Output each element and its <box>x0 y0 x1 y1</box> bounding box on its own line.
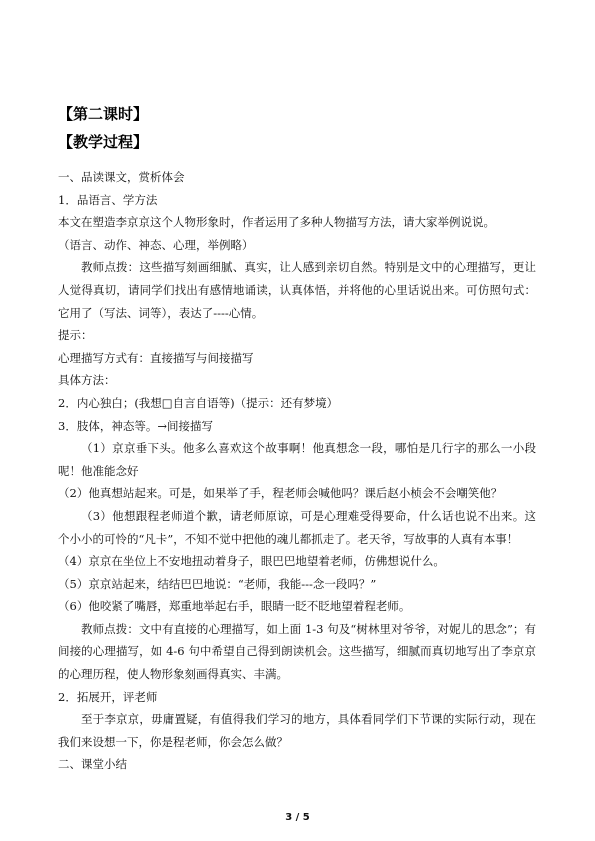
example-3: （3）他想跟程老师道个歉，请老师原谅，可是心理难受得要命，什么话也说不出来。这个小小的可怜的“凡卡”，不知不觉中把他的魂儿都抓走了。老天爷，写故事的人真有本事！ <box>58 508 536 546</box>
paragraph-specific-methods: 具体方法： <box>58 373 116 388</box>
example-1: （1）京京垂下头。他多么喜欢这个故事啊！他真想念一段，哪怕是几行字的那么一小段呢！他准能念好 <box>58 441 536 478</box>
document-body <box>58 166 536 776</box>
paragraph-methods: 心理描写方式有：直接描写与间接描写 <box>58 350 254 365</box>
lesson-heading: 【第二课时】 <box>58 105 149 123</box>
paragraph-examples: （语言、动作、神态、心理，举例略） <box>58 237 254 252</box>
page-number: 3 / 5 <box>285 812 310 823</box>
process-heading: 【教学过程】 <box>58 133 149 151</box>
paragraph-teacher-guidance: 教师点拨：这些描写刻画细腻、真实，让人感到亲切自然。特别是文中的心理描写，更让人觉得真切，请同学们找出有感情地诵读，认真体悟，并将他的心里话说出来。可仿照句式：它用了（写法、词等），表达了----心情。 <box>58 260 536 320</box>
section-title-reading: 一、品读课文，赏析体会 <box>58 170 185 184</box>
example-6: （6）他咬紧了嘴唇，郑重地举起右手，眼睛一眨不眨地望着程老师。 <box>58 599 411 614</box>
subsection-title-extend: 2．拓展开，评老师 <box>58 689 158 704</box>
paragraph-hint: 提示： <box>58 328 93 343</box>
example-5: （5）京京站起来，结结巴巴地说：“老师，我能---念一段吗？” <box>58 576 377 591</box>
subsection-title-language: 1．品语言、学方法 <box>58 192 158 207</box>
paragraph-extend: 至于李京京，毋庸置疑，有值得我们学习的地方，具体看同学们下节课的实际行动，现在我们来设想一下，你是程老师，你会怎么做？ <box>58 712 536 749</box>
example-2: （2）他真想站起来。可是，如果举了手，程老师会喊他吗？课后赵小桢会不会嘲笑他？ <box>58 486 503 501</box>
section-title-summary: 二、课堂小结 <box>58 757 127 772</box>
example-4: （4）京京在坐位上不安地扭动着身子，眼巴巴地望着老师，仿佛想说什么。 <box>58 554 445 569</box>
list-item-body-language: 3．肢体，神态等。→间接描写 <box>58 418 213 433</box>
list-item-monologue: 2．内心独白；(我想□自言自语等)（提示：还有梦境） <box>58 395 339 410</box>
paragraph-intro: 本文在塑造李京京这个人物形象时，作者运用了多种人物描写方法，请大家举例说说。 <box>58 215 495 230</box>
paragraph-teacher-summary: 教师点拨：文中有直接的心理描写，如上面 1-3 句及“树林里对爷爷，对妮儿的思念”；有间接的心理描写，如 4-6 句中希望自己得到朗读机会。这些描写，细腻而真切地写出了李京京的心理历程，使人物形象刻画得真实、丰满。 <box>58 621 536 682</box>
